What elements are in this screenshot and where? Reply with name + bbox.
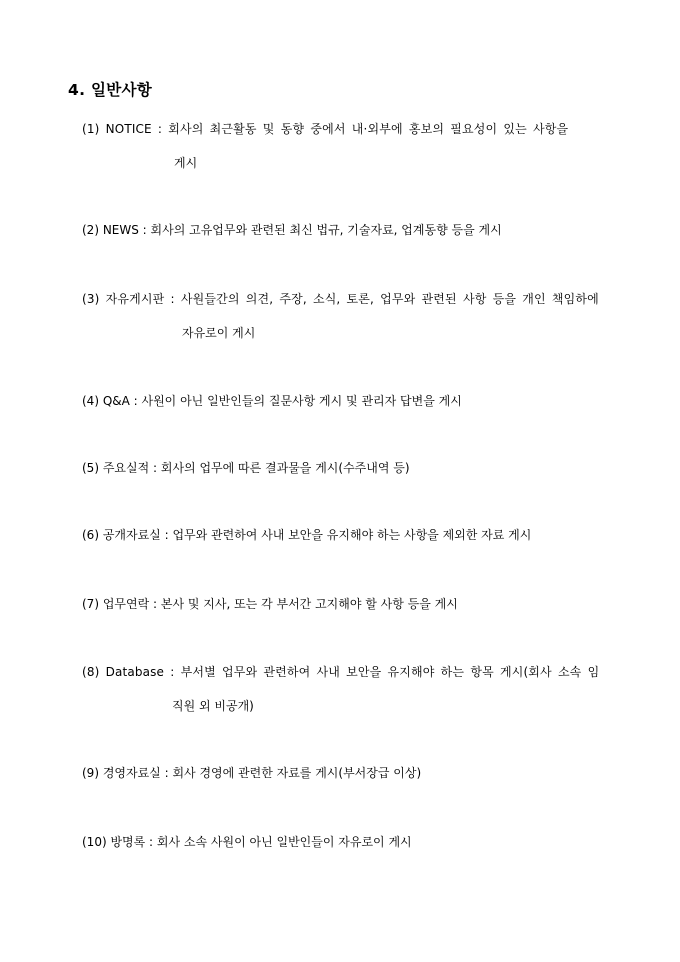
item-news: (2) NEWS : 회사의 고유업무와 관련된 최신 법규, 기술자료, 업계동향 등을 게시 [82, 223, 502, 237]
item-qna: (4) Q&A : 사원이 아닌 일반인들의 질문사항 게시 및 관리자 답변을 게시 [82, 394, 462, 408]
item-free-board: (3) 자유게시판 : 사원들간의 의견, 주장, 소식, 토론, 업무와 관련된 사항 등을 개인 책임하에 [82, 292, 599, 306]
item-free-board-continuation: 자유로이 게시 [182, 326, 256, 340]
item-database-continuation: 직원 외 비공개) [172, 699, 254, 713]
item-business-contact: (7) 업무연락 : 본사 및 지사, 또는 각 부서간 고지해야 할 사항 등을 게시 [82, 597, 458, 611]
item-guestbook: (10) 방명록 : 회사 소속 사원이 아닌 일반인들이 자유로이 게시 [82, 835, 412, 849]
item-notice-continuation: 게시 [174, 156, 198, 170]
item-notice: (1) NOTICE : 회사의 최근활동 및 동향 중에서 내·외부에 홍보의 필요성이 있는 사항을 [82, 122, 569, 136]
item-management-archive: (9) 경영자료실 : 회사 경영에 관련한 자료를 게시(부서장급 이상) [82, 766, 422, 780]
item-database: (8) Database : 부서별 업무와 관련하여 사내 보안을 유지해야 하는 항목 게시(회사 소속 임 [82, 665, 600, 679]
section-title: 4. 일반사항 [68, 81, 153, 99]
item-major-results: (5) 주요실적 : 회사의 업무에 따른 결과물을 게시(수주내역 등) [82, 461, 410, 475]
item-public-archive: (6) 공개자료실 : 업무와 관련하여 사내 보안을 유지해야 하는 사항을 제외한 자료 게시 [82, 528, 532, 542]
